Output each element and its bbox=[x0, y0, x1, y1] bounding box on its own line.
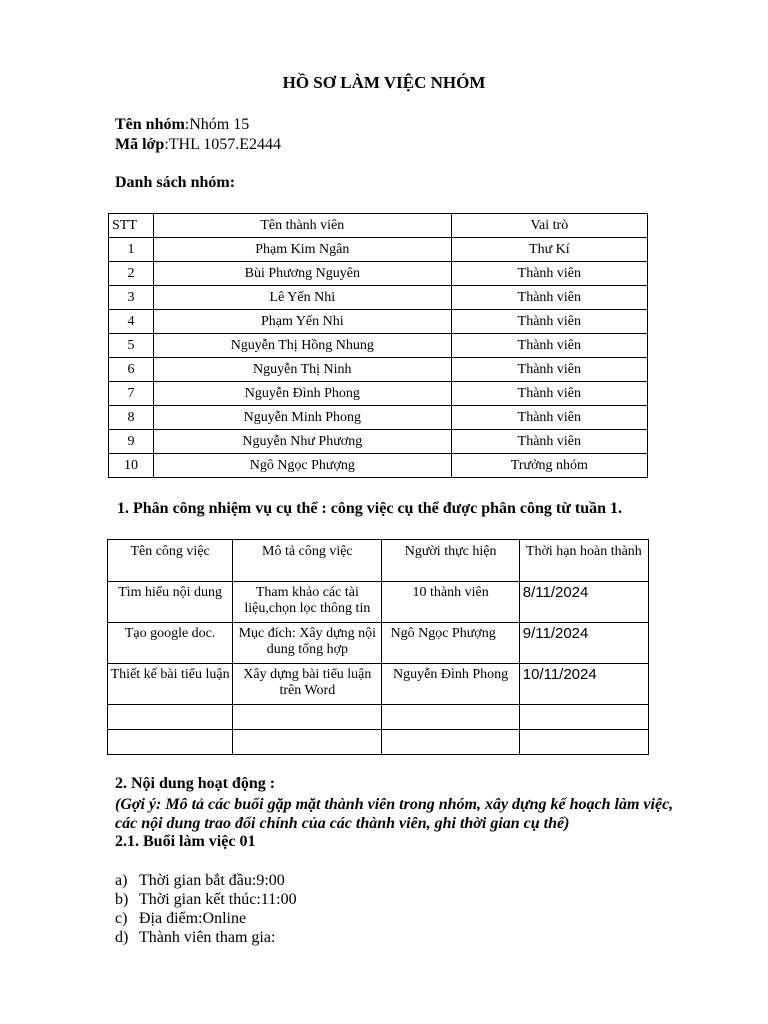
member-index: 10 bbox=[109, 454, 154, 478]
empty-cell bbox=[382, 730, 519, 755]
task-deadline: 8/11/2024 bbox=[519, 582, 648, 623]
table-row bbox=[108, 582, 649, 623]
list-item bbox=[115, 871, 297, 890]
list-item bbox=[115, 890, 297, 909]
member-name: Nguyễn Như Phương bbox=[153, 430, 451, 454]
header-cell: Tên công việc bbox=[108, 540, 233, 582]
member-name: Nguyễn Minh Phong bbox=[153, 406, 451, 430]
task-name: Thiết kế bài tiểu luận bbox=[108, 664, 233, 705]
section-2-hint: (Gợi ý: Mô tả các buổi gặp mặt thành viên trong nhóm, xây dựng kế hoạch làm việc, các nội dung trao đổi chính của các thành viên, ghi thời gian cụ thể) bbox=[115, 796, 674, 832]
task-deadline: 10/11/2024 bbox=[519, 664, 648, 705]
table-row bbox=[108, 623, 649, 664]
member-role: Thành viên bbox=[451, 262, 647, 286]
task-description: Mục đích: Xây dựng nội dung tổng hợp bbox=[233, 623, 382, 664]
member-index: 6 bbox=[109, 358, 154, 382]
list-item bbox=[115, 928, 297, 947]
member-index: 9 bbox=[109, 430, 154, 454]
member-role: Thư Kí bbox=[451, 238, 647, 262]
table-row bbox=[109, 406, 648, 430]
empty-cell bbox=[108, 730, 233, 755]
tasks-table bbox=[107, 539, 649, 755]
member-index: 3 bbox=[109, 286, 154, 310]
task-deadline: 9/11/2024 bbox=[519, 623, 648, 664]
member-index: 4 bbox=[109, 310, 154, 334]
table-row bbox=[109, 382, 648, 406]
member-index: 8 bbox=[109, 406, 154, 430]
task-assignee: 10 thành viên bbox=[382, 582, 519, 623]
session-heading: 2.1. Buổi làm việc 01 bbox=[115, 833, 256, 850]
list-item bbox=[115, 909, 297, 928]
member-role: Thành viên bbox=[451, 430, 647, 454]
group-name-line: Tên nhóm:Nhóm 15 bbox=[115, 116, 250, 133]
table-row bbox=[109, 454, 648, 478]
member-index: 1 bbox=[109, 238, 154, 262]
member-name: Phạm Yến Nhi bbox=[153, 310, 451, 334]
table-row bbox=[109, 238, 648, 262]
member-role: Thành viên bbox=[451, 286, 647, 310]
task-description: Xây dựng bài tiểu luận trên Word bbox=[233, 664, 382, 705]
member-role: Thành viên bbox=[451, 358, 647, 382]
member-name: Lê Yến Nhi bbox=[153, 286, 451, 310]
section-2-heading: 2. Nội dung hoạt động : bbox=[115, 775, 276, 792]
table-row bbox=[109, 430, 648, 454]
table-row bbox=[109, 262, 648, 286]
session-details-list bbox=[115, 871, 297, 947]
class-code-label: Mã lớp bbox=[115, 136, 165, 153]
member-role: Thành viên bbox=[451, 310, 647, 334]
class-code-value: THL 1057.E2444 bbox=[168, 136, 282, 153]
task-description: Tham khảo các tài liệu,chọn lọc thông tin bbox=[233, 582, 382, 623]
task-name: Tìm hiểu nội dung bbox=[108, 582, 233, 623]
member-role: Trưởng nhóm bbox=[451, 454, 647, 478]
table-row-empty bbox=[108, 730, 649, 755]
group-name-label: Tên nhóm bbox=[115, 116, 185, 133]
members-table bbox=[108, 213, 648, 478]
task-name: Tạo google doc. bbox=[108, 623, 233, 664]
empty-cell bbox=[108, 705, 233, 730]
list-item-text: Thời gian kết thúc:11:00 bbox=[139, 891, 297, 908]
member-name: Phạm Kim Ngân bbox=[153, 238, 451, 262]
group-name-value: Nhóm 15 bbox=[189, 116, 250, 133]
header-cell: STT bbox=[109, 214, 154, 238]
member-name: Nguyễn Thị Hồng Nhung bbox=[153, 334, 451, 358]
list-marker: c) bbox=[115, 910, 128, 927]
member-role: Thành viên bbox=[451, 334, 647, 358]
table-row bbox=[109, 310, 648, 334]
member-role: Thành viên bbox=[451, 382, 647, 406]
table-row bbox=[109, 286, 648, 310]
member-name: Nguyễn Thị Ninh bbox=[153, 358, 451, 382]
list-item-text: Địa điểm:Online bbox=[139, 910, 247, 927]
list-marker: b) bbox=[115, 891, 129, 908]
empty-cell bbox=[233, 730, 382, 755]
header-cell: Vai trò bbox=[451, 214, 647, 238]
list-marker: d) bbox=[115, 929, 129, 946]
list-marker: a) bbox=[115, 872, 128, 889]
table-row bbox=[109, 358, 648, 382]
empty-cell bbox=[382, 705, 519, 730]
list-item-text: Thành viên tham gia: bbox=[139, 929, 276, 946]
task-assignee: Ngô Ngọc Phượng bbox=[382, 623, 519, 664]
member-index: 5 bbox=[109, 334, 154, 358]
member-index: 7 bbox=[109, 382, 154, 406]
member-name: Nguyễn Đình Phong bbox=[153, 382, 451, 406]
members-table-header bbox=[109, 214, 648, 238]
header-cell: Thời hạn hoàn thành bbox=[519, 540, 648, 582]
task-assignee: Nguyễn Đình Phong bbox=[382, 664, 519, 705]
header-cell: Mô tả công việc bbox=[233, 540, 382, 582]
member-role: Thành viên bbox=[451, 406, 647, 430]
header-cell: Tên thành viên bbox=[153, 214, 451, 238]
header-cell: Người thực hiện bbox=[382, 540, 519, 582]
document-title: HỒ SƠ LÀM VIỆC NHÓM bbox=[282, 73, 486, 92]
tasks-table-header bbox=[108, 540, 649, 582]
member-name: Ngô Ngọc Phượng bbox=[153, 454, 451, 478]
member-index: 2 bbox=[109, 262, 154, 286]
list-item-text: Thời gian bắt đầu:9:00 bbox=[139, 872, 285, 889]
table-row-empty bbox=[108, 705, 649, 730]
member-name: Bùi Phương Nguyên bbox=[153, 262, 451, 286]
class-code-line: Mã lớp:THL 1057.E2444 bbox=[115, 136, 282, 153]
empty-cell bbox=[519, 705, 648, 730]
members-heading: Danh sách nhóm: bbox=[115, 174, 236, 191]
empty-cell bbox=[233, 705, 382, 730]
section-1-heading: 1. Phân công nhiệm vụ cụ thể : công việc cụ thể được phân công từ tuần 1. bbox=[117, 500, 622, 517]
empty-cell bbox=[519, 730, 648, 755]
table-row bbox=[109, 334, 648, 358]
table-row bbox=[108, 664, 649, 705]
